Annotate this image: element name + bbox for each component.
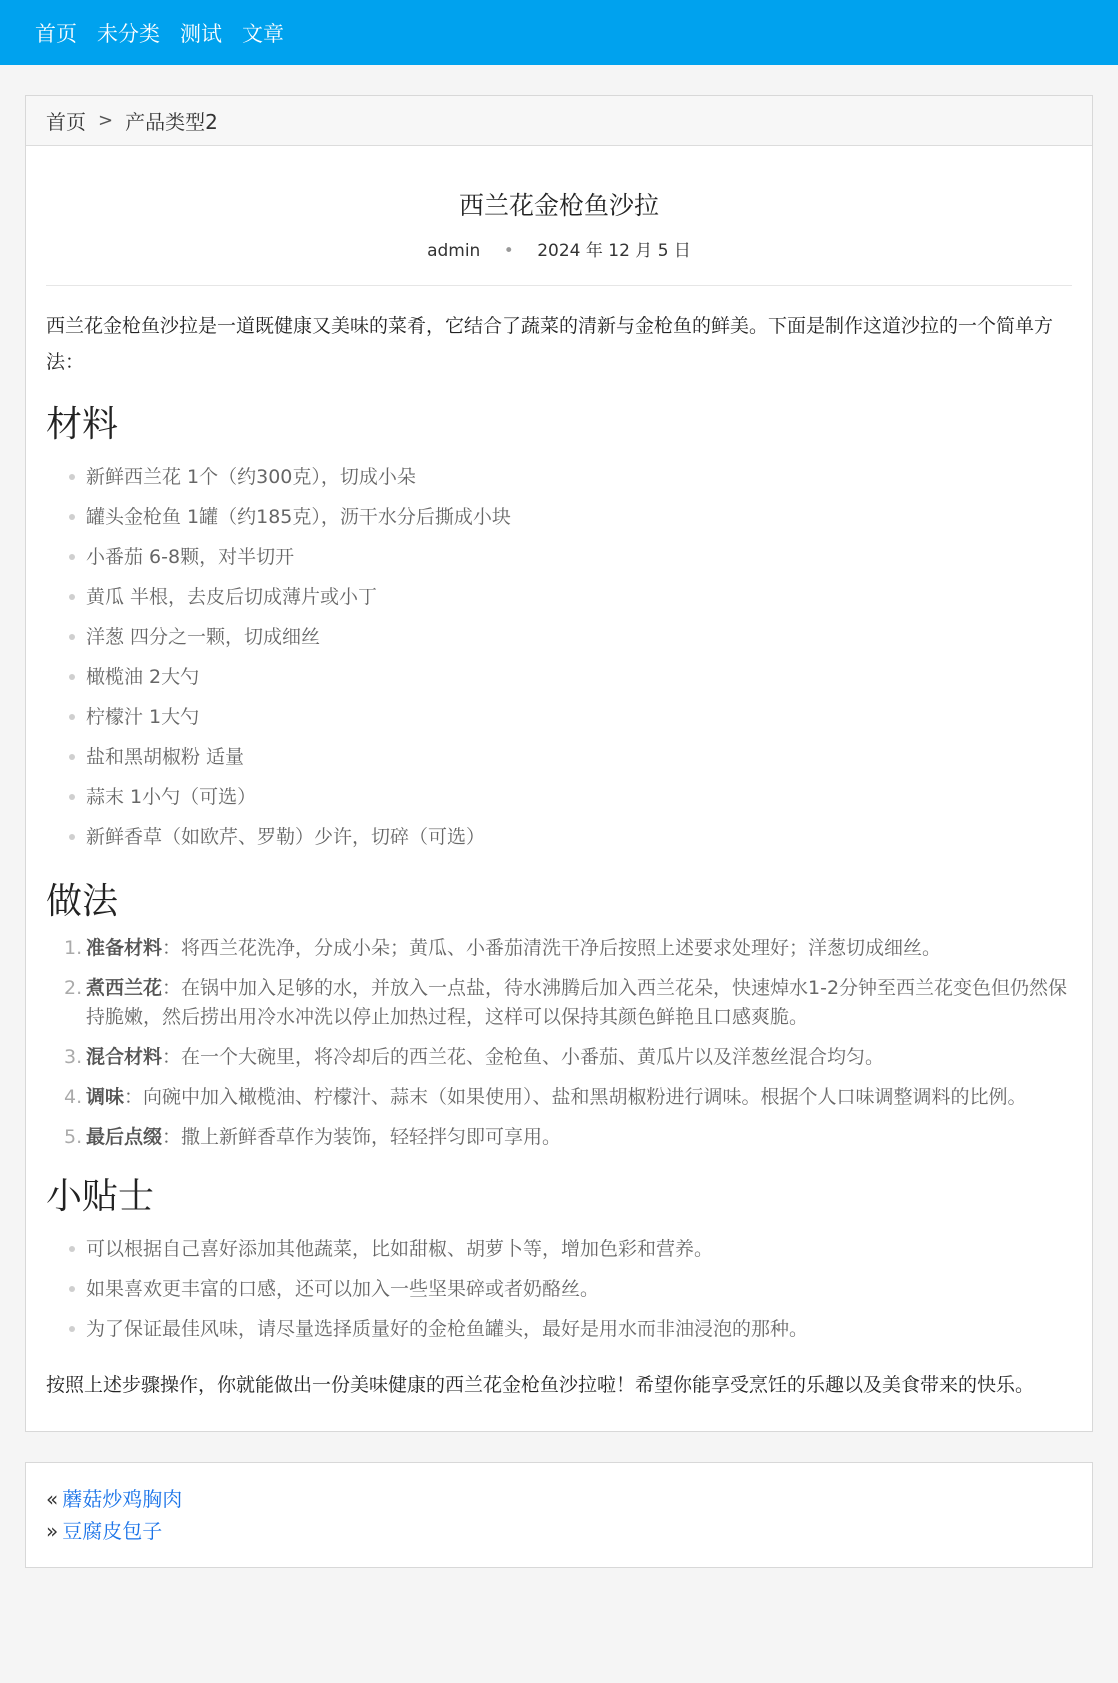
prev-post — [46, 1483, 1072, 1515]
step-item — [64, 1083, 1072, 1112]
ingredients-list — [86, 457, 1072, 857]
next-post-link[interactable]: 豆腐皮包子 — [62, 1519, 163, 1543]
ingredients-heading: 材料 — [46, 404, 119, 445]
divider — [46, 285, 1072, 286]
step-text: ：撒上新鲜香草作为装饰，轻轻拌匀即可享用。 — [162, 1126, 562, 1148]
list-item: 可以根据自己喜好添加其他蔬菜，比如甜椒、胡萝卜等，增加色彩和营养。 — [86, 1229, 1072, 1269]
list-item: 新鲜香草（如欧芹、罗勒）少许，切碎（可选） — [86, 817, 1072, 857]
post-navigation — [25, 1462, 1093, 1568]
post-meta — [46, 236, 1072, 261]
nav-item-articles[interactable]: 文章 — [242, 21, 284, 46]
step-title: 最后点缀 — [86, 1126, 163, 1148]
post-title: 西兰花金枪鱼沙拉 — [458, 191, 659, 220]
step-text: ：将西兰花洗净，分成小朵；黄瓜、小番茄清洗干净后按照上述要求处理好；洋葱切成细丝。 — [162, 937, 942, 959]
top-navbar — [0, 0, 1118, 65]
post-intro: 西兰花金枪鱼沙拉是一道既健康又美味的菜肴，它结合了蔬菜的清新与金枪鱼的鲜美。下面是制作这道沙拉的一个简单方法： — [46, 315, 1054, 373]
list-item: 为了保证最佳风味，请尽量选择质量好的金枪鱼罐头，最好是用水而非油浸泡的那种。 — [86, 1309, 1072, 1349]
list-item: 小番茄 6-8颗，对半切开 — [86, 537, 1072, 577]
nav-item-test[interactable]: 测试 — [180, 21, 222, 46]
step-text: ：在一个大碗里，将冷却后的西兰花、金枪鱼、小番茄、黄瓜片以及洋葱丝混合均匀。 — [162, 1046, 885, 1068]
step-item — [64, 1123, 1072, 1152]
step-number: 3. — [64, 1046, 83, 1068]
post-ending: 按照上述步骤操作，你就能做出一份美味健康的西兰花金枪鱼沙拉啦！希望你能享受烹饪的乐趣以及美食带来的快乐。 — [46, 1374, 1035, 1396]
list-item: 蒜末 1小勺（可选） — [86, 777, 1072, 817]
list-item: 黄瓜 半根，去皮后切成薄片或小丁 — [86, 577, 1072, 617]
next-post — [46, 1515, 1072, 1547]
step-item — [64, 974, 1072, 1032]
list-item: 橄榄油 2大勺 — [86, 657, 1072, 697]
post-date: 2024 年 12 月 5 日 — [537, 241, 691, 261]
tips-heading: 小贴士 — [46, 1176, 155, 1217]
article-card — [25, 95, 1093, 1432]
breadcrumb — [26, 96, 1092, 146]
nav-item-uncategorized[interactable]: 未分类 — [97, 21, 160, 46]
step-number: 5. — [64, 1126, 83, 1148]
step-title: 准备材料 — [86, 937, 163, 959]
step-item — [64, 934, 1072, 963]
steps-heading: 做法 — [46, 881, 119, 922]
prev-post-link[interactable]: 蘑菇炒鸡胸肉 — [62, 1487, 183, 1511]
tips-list — [86, 1229, 1072, 1349]
list-item: 罐头金枪鱼 1罐（约185克），沥干水分后撕成小块 — [86, 497, 1072, 537]
steps-list — [64, 934, 1072, 1152]
step-text: ：向碗中加入橄榄油、柠檬汁、蒜末（如果使用）、盐和黑胡椒粉进行调味。根据个人口味调整调料的比例。 — [124, 1086, 1027, 1108]
step-number: 4. — [64, 1086, 83, 1108]
step-number: 1. — [64, 937, 83, 959]
step-title: 混合材料 — [86, 1046, 163, 1068]
step-text: ：在锅中加入足够的水，并放入一点盐，待水沸腾后加入西兰花朵，快速焯水1-2分钟至西兰花变色但仍然保持脆嫩，然后捞出用冷水冲洗以停止加热过程，这样可以保持其颜色鲜艳且口感爽脆。 — [86, 977, 1068, 1028]
nav-item-home[interactable]: 首页 — [35, 21, 77, 46]
list-item: 盐和黑胡椒粉 适量 — [86, 737, 1072, 777]
list-item: 新鲜西兰花 1个（约300克），切成小朵 — [86, 457, 1072, 497]
list-item: 柠檬汁 1大勺 — [86, 697, 1072, 737]
breadcrumb-separator: > — [98, 110, 114, 131]
step-title: 煮西兰花 — [86, 977, 163, 999]
step-title: 调味 — [86, 1086, 125, 1108]
article-body — [26, 146, 1092, 1431]
meta-separator: • — [503, 241, 514, 261]
step-item — [64, 1043, 1072, 1072]
breadcrumb-home[interactable]: 首页 — [46, 110, 86, 134]
list-item: 如果喜欢更丰富的口感，还可以加入一些坚果碎或者奶酪丝。 — [86, 1269, 1072, 1309]
list-item: 洋葱 四分之一颗，切成细丝 — [86, 617, 1072, 657]
step-number: 2. — [64, 977, 83, 999]
breadcrumb-current: 产品类型2 — [125, 110, 218, 134]
next-arrow: » — [46, 1519, 59, 1543]
prev-arrow: « — [46, 1487, 59, 1511]
post-author[interactable]: admin — [427, 241, 481, 261]
